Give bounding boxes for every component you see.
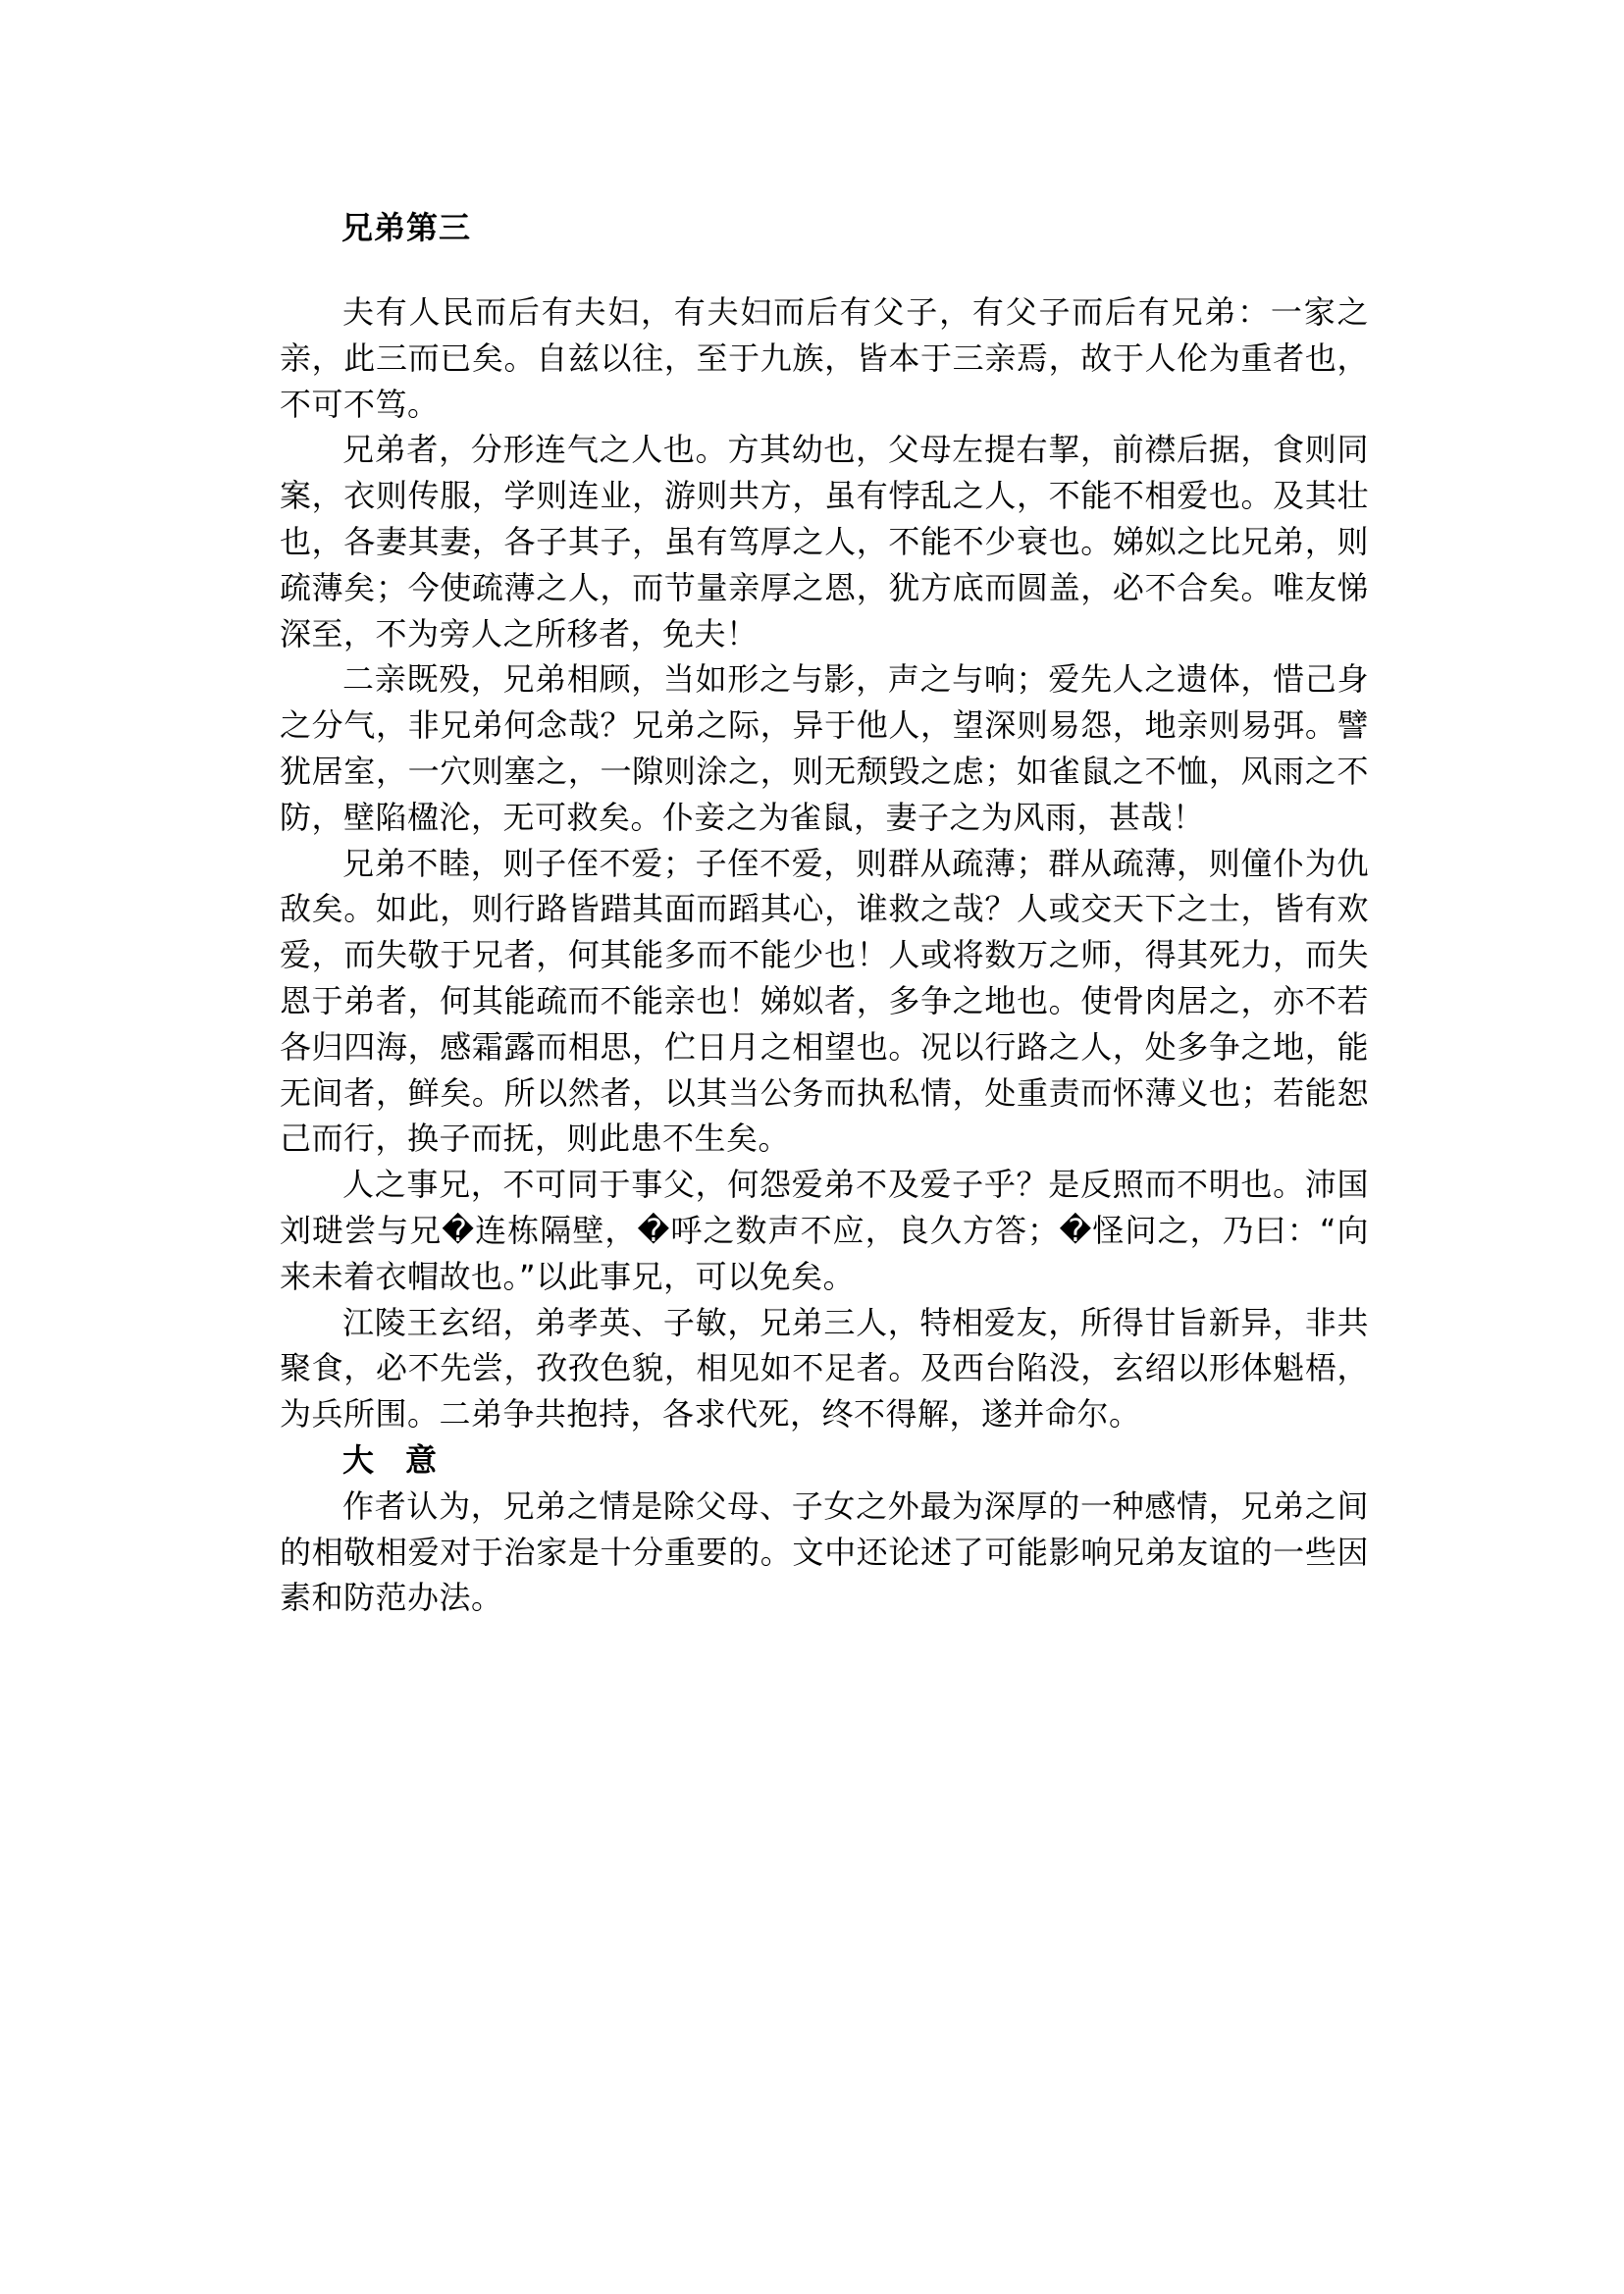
summary-heading: 大 意 <box>342 1440 438 1479</box>
document-body <box>280 289 1369 1621</box>
paragraph: 江陵王玄绍，弟孝英、子敏，兄弟三人，特相爱友，所得甘旨新异，非共聚食，必不先尝，孜孜色貌，相见如不足者。及西台陷没，玄绍以形体魁梧，为兵所围。二弟争共抱持，各求代死，终不得解，遂并命尔。 <box>280 1303 1369 1434</box>
summary-paragraph: 作者认为，兄弟之情是除父母、子女之外最为深厚的一种感情，兄弟之间的相敬相爱对于治家是十分重要的。文中还论述了可能影响兄弟友谊的一些因素和防范办法。 <box>280 1486 1369 1617</box>
paragraph: 兄弟不睦，则子侄不爱；子侄不爱，则群从疏薄；群从疏薄，则僮仆为仇敌矣。如此，则行路皆踖其面而蹈其心，谁救之哉？人或交天下之士，皆有欢爱，而失敬于兄者，何其能多而不能少也！人或将数万之师，得其死力，而失恩于弟者，何其能疏而不能亲也！娣姒者，多争之地也。使骨肉居之，亦不若各归四海，感霜露而相思，伫日月之相望也。况以行路之人，处多争之地，能无间者，鲜矣。所以然者，以其当公务而执私情，处重责而怀薄义也；若能恕己而行，换子而抚，则此患不生矣。 <box>280 844 1369 1158</box>
paragraph: 兄弟者，分形连气之人也。方其幼也，父母左提右挈，前襟后据，食则同案，衣则传服，学则连业，游则共方，虽有悖乱之人，不能不相爱也。及其壮也，各妻其妻，各子其子，虽有笃厚之人，不能不少衰也。娣姒之比兄弟，则疏薄矣；今使疏薄之人，而节量亲厚之恩，犹方底而圆盖，必不合矣。唯友悌深至，不为旁人之所移者，免夫！ <box>280 431 1369 652</box>
paragraph: 二亲既殁，兄弟相顾，当如形之与影，声之与响；爱先人之遗体，惜己身之分气，非兄弟何念哉？兄弟之际，异于他人，望深则易怨，地亲则易弭。譬犹居室，一穴则塞之，一隙则涂之，则无颓毁之虑；如雀鼠之不恤，风雨之不防，壁陷楹沦，无可救矣。仆妾之为雀鼠，妻子之为风雨，甚哉！ <box>280 660 1369 836</box>
paragraph: 人之事兄，不可同于事父，何怨爱弟不及爱子乎？是反照而不明也。沛国刘琎尝与兄�连栋隔壁，�呼之数声不应，良久方答；�怪问之，乃曰：“向来未着衣帽故也。”以此事兄，可以免矣。 <box>280 1166 1369 1295</box>
paragraph: 夫有人民而后有夫妇，有夫妇而后有父子，有父子而后有兄弟：一家之亲，此三而已矣。自兹以往，至于九族，皆本于三亲焉，故于人伦为重者也，不可不笃。 <box>280 293 1369 423</box>
document-title: 兄弟第三 <box>341 209 472 246</box>
